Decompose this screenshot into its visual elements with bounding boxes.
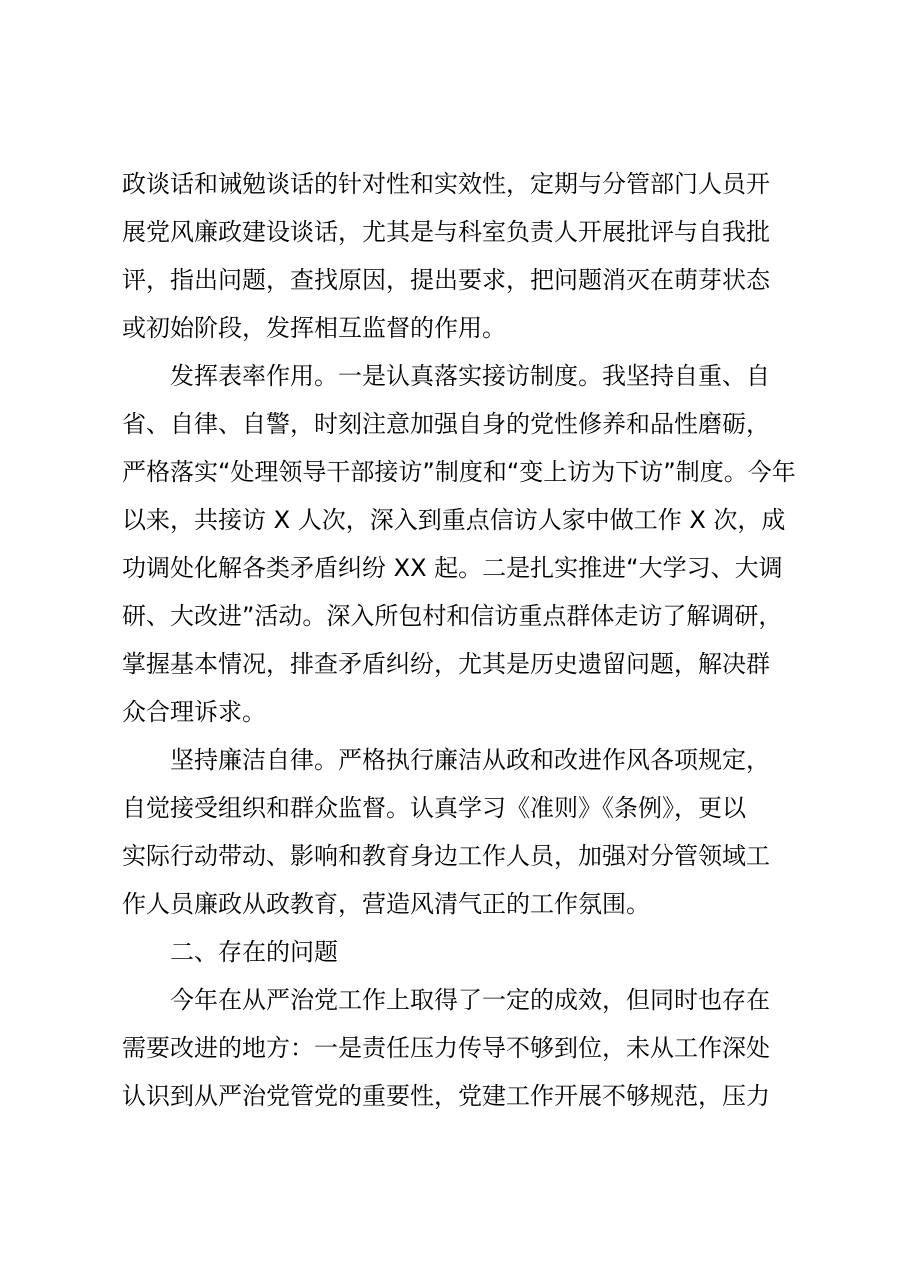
text-line: 以来，共接访 X 人次，深入到重点信访人家中做工作 X 次，成	[122, 506, 786, 534]
text-line: 研、大改进”活动。深入所包村和信访重点群体走访了解调研，	[122, 602, 783, 630]
text-line: 政谈话和诫勉谈话的针对性和实效性，定期与分管部门人员开	[122, 170, 770, 198]
text-line: 今年在从严治党工作上取得了一定的成效，但同时也存在	[170, 986, 770, 1014]
text-line: 严格落实“处理领导干部接访”制度和“变上访为下访”制度。今年	[122, 458, 796, 486]
text-line: 众合理诉求。	[122, 698, 266, 726]
text-line: 掌握基本情况，排查矛盾纠纷，尤其是历史遗留问题，解决群	[122, 650, 770, 678]
text-line: 需要改进的地方：一是责任压力传导不够到位，未从工作深处	[122, 1034, 770, 1062]
text-line: 自觉接受组织和群众监督。认真学习《准则》《条例》，更以	[122, 794, 746, 822]
text-line: 发挥表率作用。一是认真落实接访制度。我坚持自重、自	[170, 362, 770, 390]
text-line: 或初始阶段，发挥相互监督的作用。	[122, 314, 506, 342]
text-line: 认识到从严治党管党的重要性，党建工作开展不够规范，压力	[122, 1082, 770, 1110]
text-line: 实际行动带动、影响和教育身边工作人员，加强对分管领域工	[122, 842, 770, 870]
section-heading: 二、存在的问题	[170, 938, 338, 966]
text-line: 坚持廉洁自律。严格执行廉洁从政和改进作风各项规定，	[170, 746, 770, 774]
text-line: 省、自律、自警，时刻注意加强自身的党性修养和品性磨砺，	[122, 410, 770, 438]
text-line: 评，指出问题，查找原因，提出要求，把问题消灭在萌芽状态	[122, 266, 770, 294]
text-line: 作人员廉政从政教育，营造风清气正的工作氛围。	[122, 890, 650, 918]
text-line: 功调处化解各类矛盾纠纷 XX 起。二是扎实推进“大学习、大调	[122, 554, 783, 582]
text-line: 展党风廉政建设谈话，尤其是与科室负责人开展批评与自我批	[122, 218, 770, 246]
